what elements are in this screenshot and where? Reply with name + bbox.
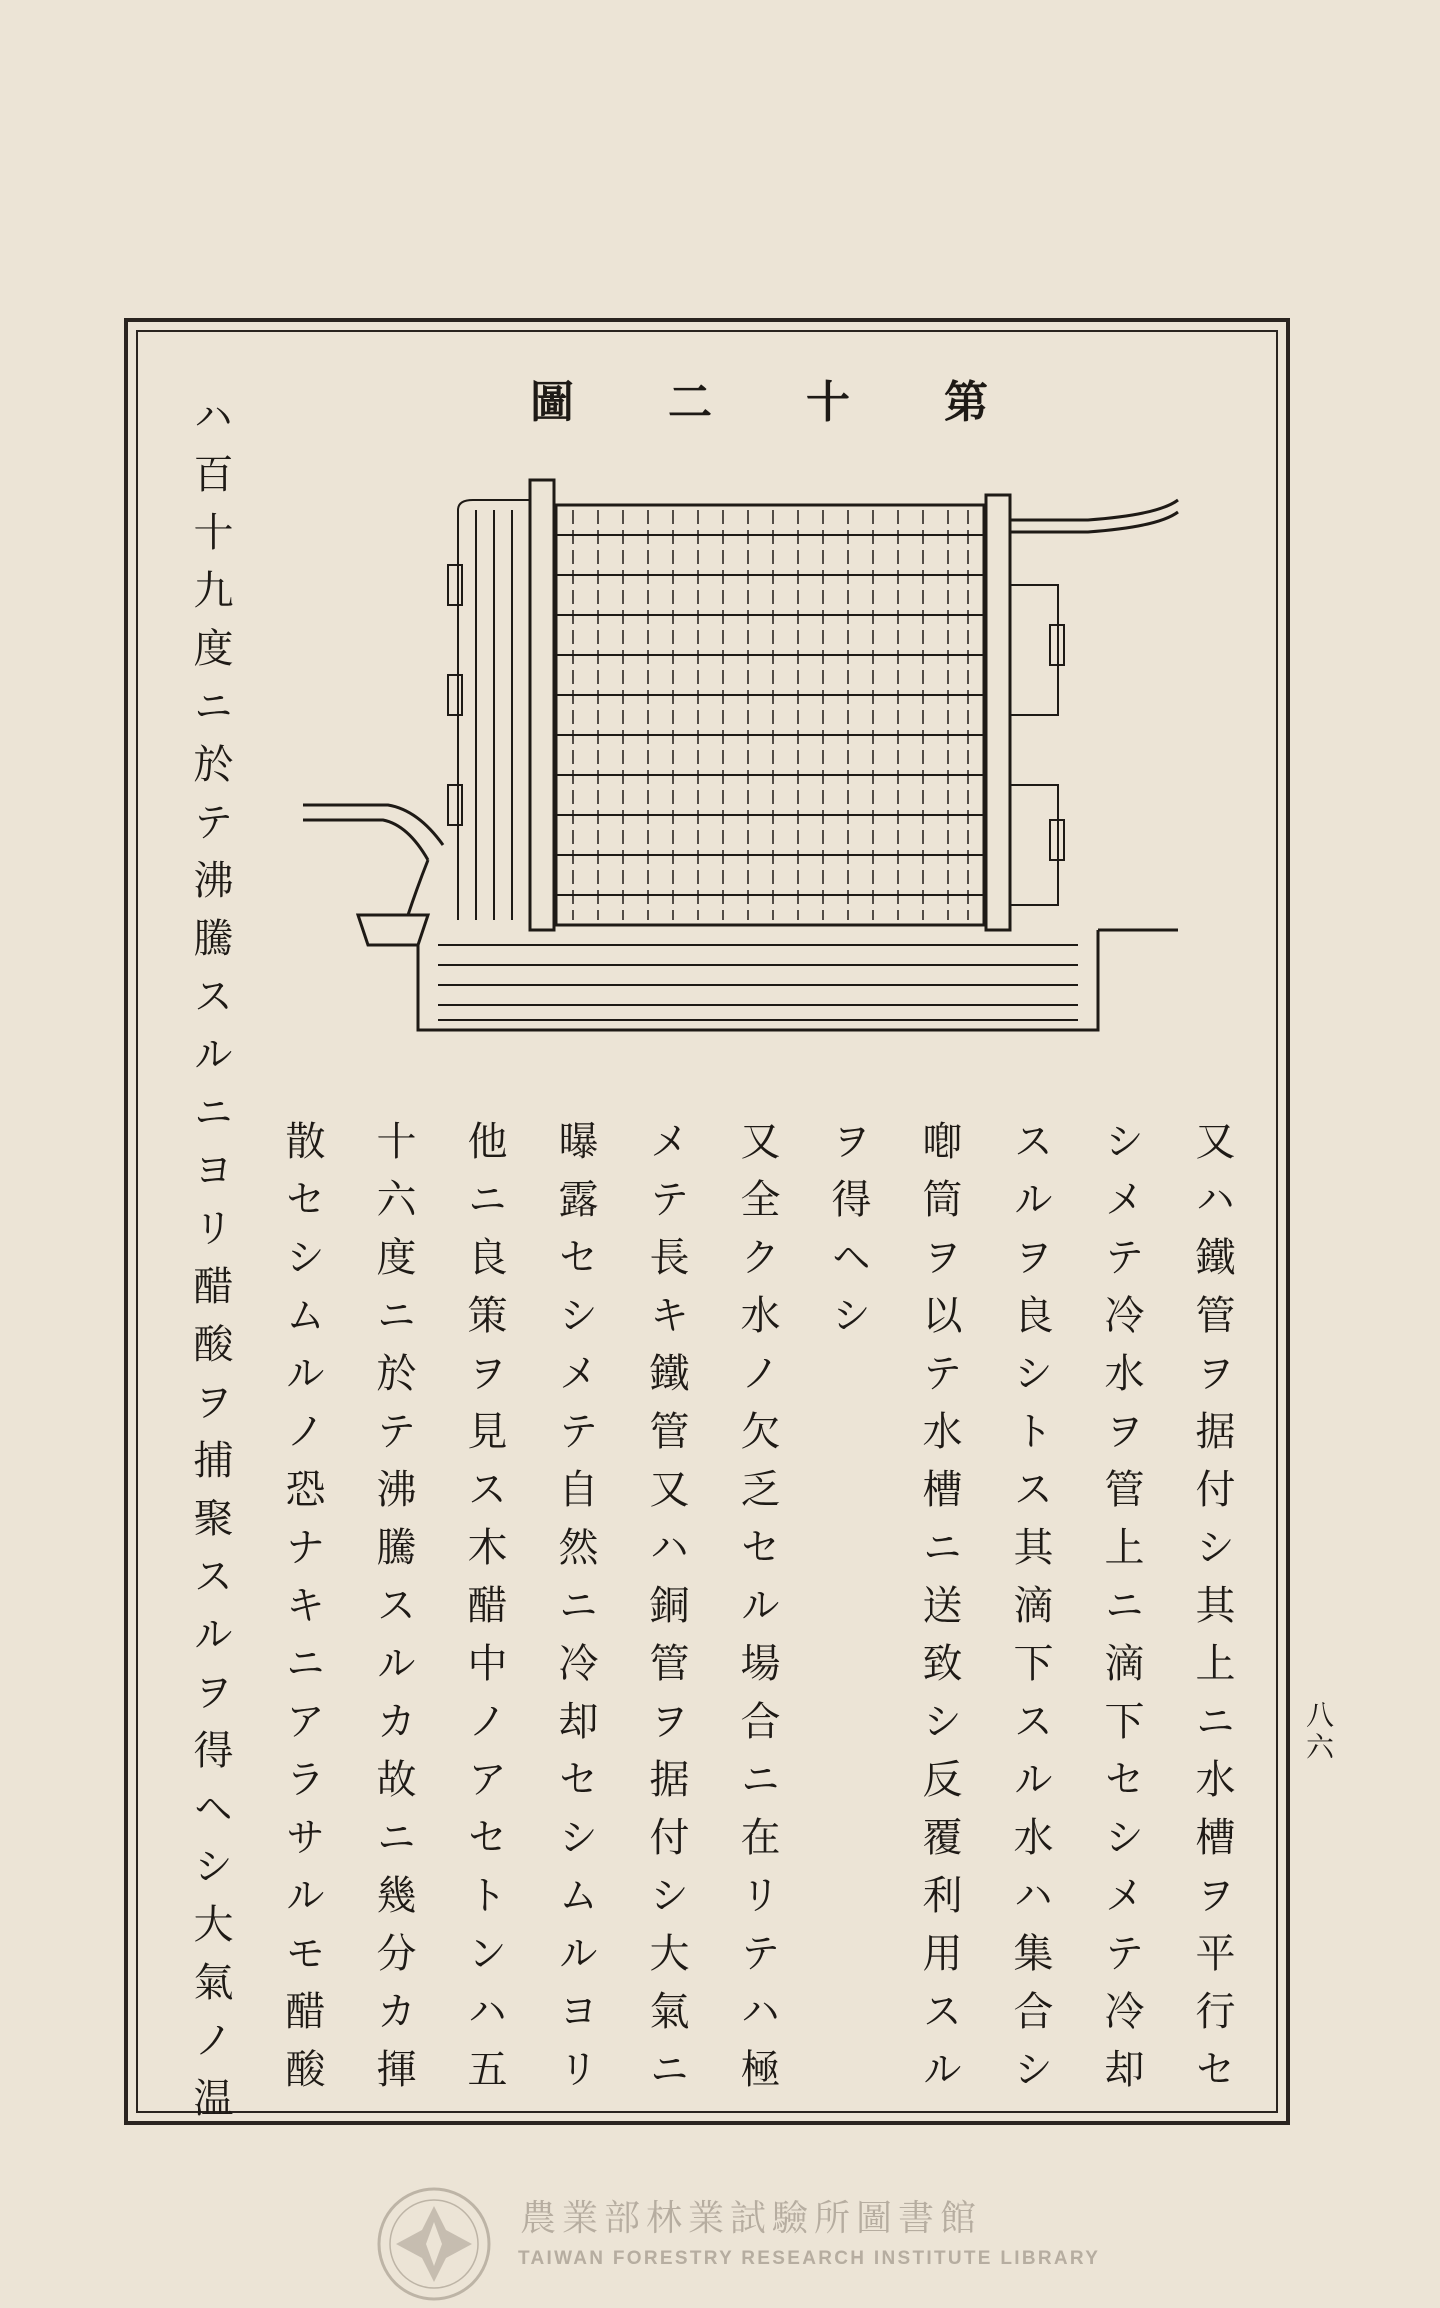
cooling-apparatus-diagram <box>298 475 1188 1045</box>
library-name-chinese: 農業部林業試驗所圖書館 <box>520 2198 983 2239</box>
library-seal-icon <box>372 2182 497 2307</box>
text-column: 又全ク水ノ欠乏セル場合ニ在リテハ極 <box>734 1120 780 2106</box>
text-column: 又ハ鐵管ヲ据付シ其上ニ水槽ヲ平行セ <box>1189 1120 1235 2106</box>
text-column: ヲ得ヘシ <box>825 1120 871 1352</box>
page-number: 八六 <box>1302 1700 1335 1764</box>
figure-title-char: 二 <box>668 377 714 428</box>
text-column: 十六度ニ於テ沸騰スルカ故ニ幾分カ揮 <box>370 1120 416 2106</box>
text-column: 他ニ良策ヲ見ス木醋中ノアセトンハ五 <box>461 1120 507 2106</box>
water-tank <box>418 925 1098 1030</box>
library-name-english: TAIWAN FORESTRY RESEARCH INSTITUTE LIBRARY <box>518 2248 1101 2269</box>
text-column: 散セシムルノ恐ナキニアラサルモ醋酸 <box>279 1120 325 2106</box>
collecting-basin <box>358 915 428 945</box>
right-post <box>986 495 1010 930</box>
text-column: スルヲ良シトス其滴下スル水ハ集合シ <box>1007 1120 1053 2106</box>
text-column: 喞筒ヲ以テ水槽ニ送致シ反覆利用スル <box>916 1120 962 2106</box>
figure-title <box>530 368 990 428</box>
text-column: メテ長キ鐵管又ハ銅管ヲ据付シ大氣ニ <box>643 1120 689 2106</box>
figure-title-char: 第 <box>944 377 990 428</box>
text-column: ハ百十九度ニ於テ沸騰スルニヨリ醋酸ヲ捕聚スルヲ得ヘシ大氣ノ温 <box>187 395 233 2135</box>
left-post <box>530 480 554 930</box>
figure-title-char: 十 <box>806 377 852 428</box>
text-column: シメテ冷水ヲ管上ニ滴下セシメテ冷却 <box>1098 1120 1144 2106</box>
text-column: 曝露セシメテ自然ニ冷却セシムルヨリ <box>552 1120 598 2106</box>
pipe-rack <box>556 505 984 925</box>
figure-title-char: 圖 <box>530 377 576 428</box>
